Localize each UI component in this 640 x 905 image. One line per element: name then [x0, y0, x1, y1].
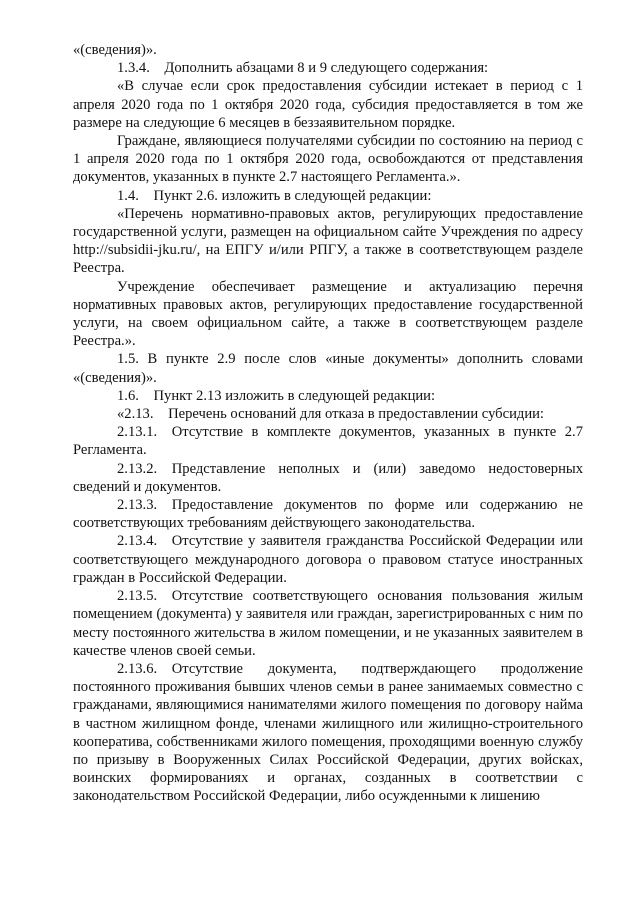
paragraph-1-5: 1.5. В пункте 2.9 после слов «иные документы» дополнить словами «(сведения)». — [73, 351, 583, 386]
paragraph-recipients-exemption: Граждане, являющиеся получателями субсидии по состоянию на период с 1 апреля 2020 года по 1 октября 2020 года, освобождаются от представления документов, указанных в пункте 2.7 настоящего Регламента.». — [73, 133, 583, 186]
paragraph-2-13-2: 2.13.2. Представление неполных и (или) заведомо недостоверных сведений и документов. — [73, 460, 583, 495]
paragraph-legal-acts-list: «Перечень нормативно-правовых актов, регулирующих предоставление государственной услуги, размещен на официальном сайте Учреждения по адресу http://subsidii-jku.ru/, на ЕПГУ и/или РПГУ, а также в соответствующем разделе Реестра. — [73, 205, 583, 277]
paragraph-2-13-4: 2.13.4. Отсутствие у заявителя гражданства Российской Федерации или соответствующего международного договора о правовом статусе иностранных граждан в Российской Федерации. — [73, 533, 583, 586]
paragraph-2-13-1: 2.13.1. Отсутствие в комплекте документов, указанных в пункте 2.7 Регламента. — [73, 424, 583, 459]
paragraph-1-6: 1.6. Пункт 2.13 изложить в следующей редакции: — [117, 387, 436, 404]
paragraph-1-4: 1.4. Пункт 2.6. изложить в следующей редакции: — [117, 187, 432, 204]
paragraph-subsidy-extension: «В случае если срок предоставления субсидии истекает в период с 1 апреля 2020 года по 1 октября 2020 года, субсидия предоставляется в том же размере на следующие 6 месяцев в беззаявительном порядке. — [73, 78, 583, 131]
paragraph-1-3-4: 1.3.4. Дополнить абзацами 8 и 9 следующего содержания: — [117, 60, 489, 77]
paragraph-continuation: «(сведения)». — [73, 42, 157, 58]
paragraph-2-13-5: 2.13.5. Отсутствие соответствующего основания пользования жилым помещением (документа) у заявителя или граждан, зарегистрированных с ним по месту постоянного жительства в жилом помещении, и не указанных заявителем в качестве членов своей семьи. — [73, 588, 583, 659]
paragraph-institution-duty: Учреждение обеспечивает размещение и актуализацию перечня нормативных правовых актов, регулирующих предоставление государственной услуги, на своем официальном сайте, а также в соответствующем разделе Реестра.». — [73, 278, 583, 350]
document-body — [73, 41, 583, 806]
paragraph-2-13-3: 2.13.3. Предоставление документов по форме или содержанию не соответствующих требованиям действующего законодательства. — [73, 497, 583, 532]
paragraph-2-13: «2.13. Перечень оснований для отказа в предоставлении субсидии: — [117, 406, 544, 423]
paragraph-2-13-6: 2.13.6. Отсутствие документа, подтверждающего продолжение постоянного проживания бывших членов семьи в ранее занимаемых совместно с гражданами, являющимися нанимателями жилого помещения по договору найма в частном жилищном фонде, членами жилищного или жилищно-строительного кооператива, собственниками жилого помещения, проходящими военную службу по призыву в Вооруженных Силах Российской Федерации, других войсках, воинских формированиях и органах, созданных в соответствии с законодательством Российской Федерации, либо осужденными к лишению — [73, 660, 583, 805]
